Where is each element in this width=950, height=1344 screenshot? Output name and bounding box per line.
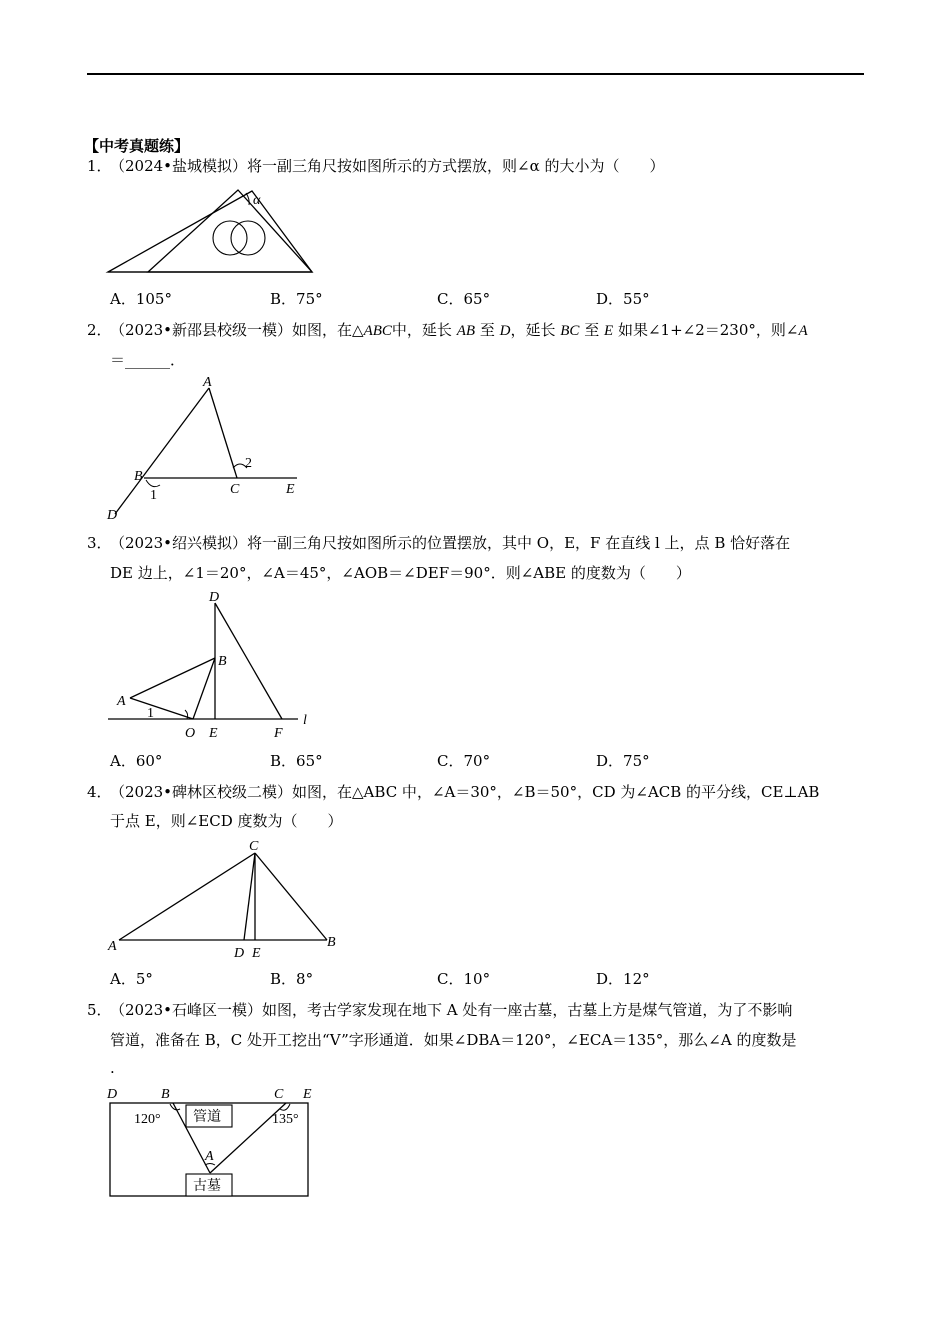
q5-pipe-label: 管道 bbox=[193, 1109, 221, 1125]
q2-angle-1: 1 bbox=[150, 488, 157, 503]
q1-large-triangle bbox=[108, 191, 312, 272]
q5-label-c: C bbox=[274, 1087, 284, 1102]
q1-hole-left bbox=[213, 221, 247, 255]
q4-choice-d[interactable]: D．12° bbox=[596, 970, 650, 988]
q2-number: 2． bbox=[87, 321, 112, 339]
q2-label-b: B bbox=[134, 469, 143, 484]
q4-choice-b[interactable]: B．8° bbox=[270, 970, 314, 988]
q5-label-b: B bbox=[161, 1087, 170, 1102]
q3-label-f: F bbox=[274, 726, 283, 741]
q2-label-a: A bbox=[203, 375, 212, 390]
q4-choice-c[interactable]: C．10° bbox=[437, 970, 491, 988]
q4-label-d: D bbox=[234, 946, 245, 961]
q2-label-e: E bbox=[286, 482, 295, 497]
q5-label-e: E bbox=[303, 1087, 312, 1102]
q1-choice-c[interactable]: C．65° bbox=[437, 290, 491, 308]
q5-angle-120: 120° bbox=[134, 1112, 161, 1127]
q1-hole-right bbox=[231, 221, 265, 255]
top-rule bbox=[87, 73, 864, 75]
q4-label-a: A bbox=[108, 939, 117, 954]
q3-choice-b[interactable]: B．65° bbox=[270, 752, 323, 770]
q3-label-l: l bbox=[303, 713, 307, 728]
q4-label-b: B bbox=[327, 935, 336, 950]
section-heading: 【中考真题练】 bbox=[84, 137, 190, 155]
q2-figure bbox=[100, 372, 310, 524]
q3-label-e: E bbox=[209, 726, 218, 741]
q2-line1: （2023•新邵县校级一模）如图，在△ABC中，延长 AB 至 D，延长 BC 至 E 如果∠1+∠2＝230°，则∠A bbox=[110, 321, 808, 339]
q5-label-a: A bbox=[205, 1149, 214, 1164]
q3-label-d: D bbox=[209, 590, 220, 605]
q2-line2: ＝______． bbox=[110, 351, 186, 369]
q1-choice-b[interactable]: B．75° bbox=[270, 290, 323, 308]
q2-angle-2: 2 bbox=[245, 456, 252, 471]
q1-number: 1． bbox=[87, 157, 112, 175]
q3-line1: （2023•绍兴模拟）将一副三角尺按如图所示的位置摆放，其中 O，E，F 在直线 l 上，点 B 恰好落在 bbox=[110, 534, 791, 552]
q4-line1: （2023•碑林区校级二模）如图，在△ABC 中，∠A＝30°，∠B＝50°，CD 为∠ACB 的平分线，CE⊥AB bbox=[110, 783, 820, 801]
q5-label-d: D bbox=[107, 1087, 118, 1102]
q4-figure bbox=[100, 836, 345, 964]
q5-number: 5． bbox=[87, 1001, 112, 1019]
q5-tomb-label: 古墓 bbox=[193, 1178, 221, 1194]
q1-text: （2024•盐城模拟）将一副三角尺按如图所示的方式摆放，则∠α 的大小为（ ） bbox=[110, 157, 665, 175]
q5-line3: . bbox=[110, 1059, 115, 1077]
q5-line1: （2023•石峰区一模）如图，考古学家发现在地下 A 处有一座古墓，古墓上方是煤气管道，为了不影响 bbox=[110, 1001, 793, 1019]
q1-choice-d[interactable]: D．55° bbox=[596, 290, 650, 308]
q4-choice-a[interactable]: A．5° bbox=[110, 970, 153, 988]
q4-label-c: C bbox=[249, 839, 259, 854]
q1-choice-a[interactable]: A．105° bbox=[110, 290, 172, 308]
q3-label-o: O bbox=[185, 726, 196, 741]
q4-number: 4． bbox=[87, 783, 112, 801]
q1-figure bbox=[100, 182, 325, 278]
q3-label-b: B bbox=[218, 654, 227, 669]
q2-label-c: C bbox=[230, 482, 240, 497]
q5-line2: 管道，准备在 B，C 处开工挖出“V”字形通道．如果∠DBA＝120°，∠ECA＝135°，那么∠A 的度数是 bbox=[110, 1031, 797, 1049]
q3-choice-c[interactable]: C．70° bbox=[437, 752, 491, 770]
q1-alpha-label: α bbox=[253, 193, 261, 208]
q3-angle-1: 1 bbox=[147, 706, 154, 721]
q3-label-a: A bbox=[117, 694, 126, 709]
q3-number: 3． bbox=[87, 534, 112, 552]
q5-figure bbox=[100, 1082, 325, 1204]
q2-label-d: D bbox=[107, 508, 118, 523]
q5-angle-135: 135° bbox=[272, 1112, 299, 1127]
q4-label-e: E bbox=[252, 946, 261, 961]
q3-choice-a[interactable]: A．60° bbox=[110, 752, 163, 770]
q1-small-triangle bbox=[148, 190, 312, 272]
q3-figure bbox=[100, 586, 320, 744]
q3-choice-d[interactable]: D．75° bbox=[596, 752, 650, 770]
q3-line2: DE 边上，∠1＝20°，∠A＝45°，∠AOB＝∠DEF＝90°．则∠ABE 的度数为（ ） bbox=[110, 564, 691, 582]
q4-line2: 于点 E，则∠ECD 度数为（ ） bbox=[110, 812, 343, 830]
